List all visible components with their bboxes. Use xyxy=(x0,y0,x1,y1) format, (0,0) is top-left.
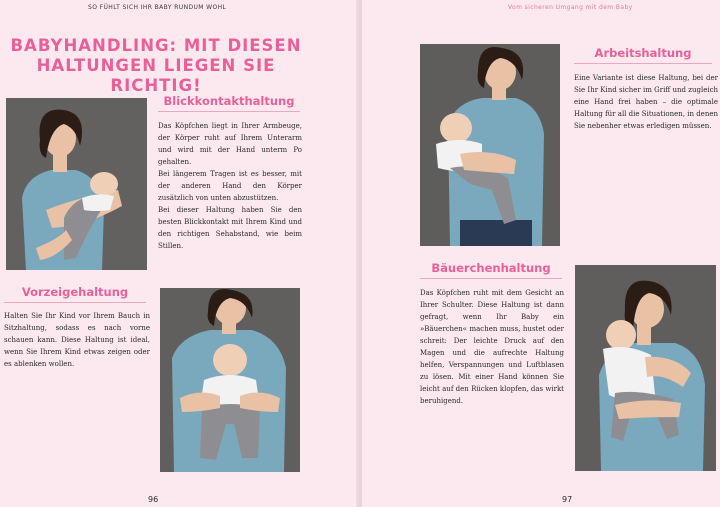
section-title-blickkontakthaltung: Blickkontakthaltung xyxy=(158,94,300,112)
section-title-vorzeigehaltung: Vorzeigehaltung xyxy=(4,285,146,303)
right-page xyxy=(362,0,720,507)
running-head-right: Vom sicheren Umgang mit dem Baby xyxy=(508,4,633,11)
page-number-right: 97 xyxy=(562,495,573,504)
paragraph: Halten Sie Ihr Kind vor Ihrem Bauch in Sitzhaltung, sodass es nach vorne schauen kann. Diese Haltung ist ideal, wenn Sie Ihrem Kind etwas zeigen oder es ablenken wollen. xyxy=(4,312,150,368)
photo-vorzeigehaltung xyxy=(160,288,300,472)
section-text-vorzeigehaltung xyxy=(4,310,150,370)
running-head-left: SO FÜHLT SICH IHR BABY RUNDUM WOHL xyxy=(88,4,227,11)
section-title-arbeitshaltung: Arbeitshaltung xyxy=(574,46,712,64)
section-text-blickkontakthaltung xyxy=(158,120,302,252)
section-title-baeuerchenhaltung: Bäuerchenhaltung xyxy=(420,261,562,279)
paragraph: Das Köpfchen liegt in Ihrer Armbeuge, der Körper ruht auf Ihrem Unterarm und wird mit der Hand unterm Po gehalten. xyxy=(158,122,302,166)
main-title-line-2: HALTUNGEN LIEGEN SIE RICHTIG! xyxy=(36,56,276,95)
paragraph: Bei längerem Tragen ist es besser, mit der anderen Hand den Körper zusätzlich von unten abzustützen. xyxy=(158,170,302,202)
page-number-left: 96 xyxy=(148,495,159,504)
section-text-arbeitshaltung xyxy=(574,72,718,132)
main-title-line-1: BABYHANDLING: MIT DIESEN xyxy=(10,36,302,55)
paragraph: Eine Variante ist diese Haltung, bei der Sie Ihr Kind sicher im Griff und zugleich eine Hand frei haben – die optimale Haltung für all die Situationen, in denen Sie nebenher etwas erledigen müssen. xyxy=(574,74,718,130)
left-page xyxy=(0,0,358,507)
paragraph: Das Köpfchen ruht mit dem Gesicht an Ihrer Schulter. Diese Haltung ist dann gefragt, wenn Ihr Baby ein »Bäuerchen« machen muss, hustet oder schreit: Der leichte Druck auf den Magen und die aufrechte Haltung helfen, Verspannungen und Luftblasen zu lösen. Mit einer Hand können Sie leicht auf den Rücken klopfen, das wirkt beruhigend. xyxy=(420,289,564,405)
main-title xyxy=(6,36,306,96)
photo-blickkontakthaltung xyxy=(6,98,147,270)
paragraph: Bei dieser Haltung haben Sie den besten Blickkontakt mit Ihrem Kind und den richtigen Sehabstand, wie beim Stillen. xyxy=(158,206,302,250)
photo-baeuerchenhaltung xyxy=(575,265,716,471)
photo-arbeitshaltung xyxy=(420,44,560,246)
section-text-baeuerchenhaltung xyxy=(420,287,564,407)
